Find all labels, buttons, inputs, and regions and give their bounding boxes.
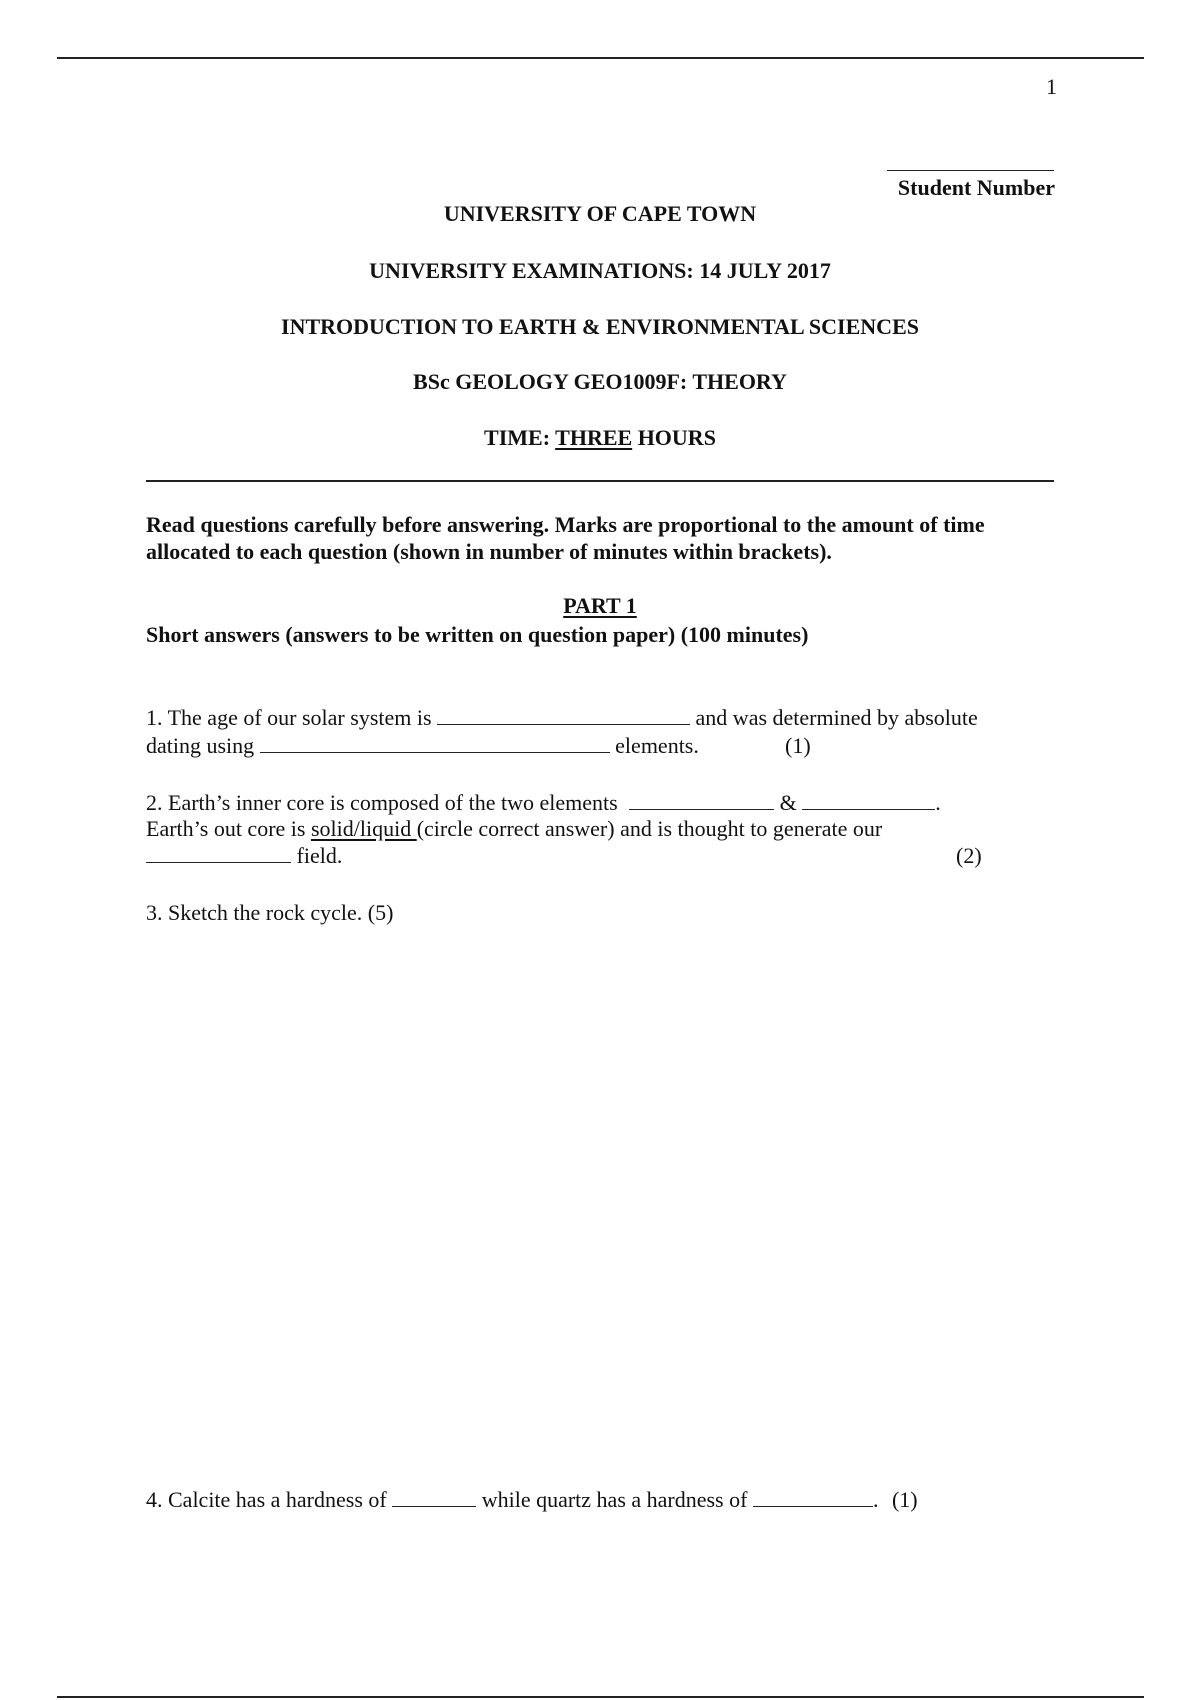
top-rule (57, 57, 1144, 59)
question-2-period: . (935, 790, 941, 815)
question-4-text-b: while quartz has a hardness of (481, 1487, 748, 1512)
question-2-line-1 (146, 790, 941, 816)
question-2-marks: (2) (956, 843, 982, 868)
q4-quartz-blank[interactable] (753, 1488, 873, 1507)
q2-element-2-blank[interactable] (802, 791, 935, 810)
part-label-text: PART 1 (563, 593, 637, 618)
time-emphasis: THREE (555, 425, 633, 450)
exam-time (146, 425, 1054, 451)
part-subtitle: Short answers (answers to be written on question paper) (100 minutes) (146, 622, 809, 647)
solid-liquid-choice[interactable]: solid/liquid (310, 816, 417, 841)
question-2-text-b: Earth’s out core is (146, 816, 311, 841)
question-4-period: . (872, 1487, 879, 1512)
question-1-text-c: dating using (146, 733, 255, 758)
q1-age-blank[interactable] (437, 706, 690, 725)
question-4-marks: (1) (891, 1487, 918, 1512)
student-number-blank (887, 170, 1054, 171)
q2-element-1-blank[interactable] (629, 791, 774, 810)
time-prefix: TIME: (484, 425, 556, 450)
instructions: Read questions carefully before answering. Marks are proportional to the amount of time allocated to each question (shown in number of minutes within brackets). (146, 512, 985, 564)
question-2-line-3 (146, 843, 342, 869)
university-title: UNIVERSITY OF CAPE TOWN (443, 201, 757, 226)
q1-elements-blank[interactable] (260, 734, 610, 753)
question-1-text-d: elements. (615, 733, 699, 758)
sketch-answer-area[interactable] (146, 940, 1054, 1470)
bottom-rule (57, 1696, 1144, 1698)
student-number-label: Student Number (897, 175, 1055, 200)
part-label (146, 593, 1054, 619)
question-2-text-a: 2. Earth’s inner core is composed of the two elements (146, 790, 618, 815)
question-1-line-1 (146, 705, 978, 731)
question-1-marks: (1) (785, 733, 811, 758)
exam-title: UNIVERSITY EXAMINATIONS: 14 JULY 2017 (369, 258, 831, 283)
header-divider (146, 480, 1054, 482)
question-2-text-c: (circle correct answer) and is thought to generate our (416, 816, 883, 841)
question-3: 3. Sketch the rock cycle. (5) (146, 900, 394, 925)
question-1-text-a: 1. The age of our solar system is (146, 705, 432, 730)
page-number: 1 (1046, 74, 1057, 99)
question-1-text-b: and was determined by absolute (695, 705, 978, 730)
question-2-ampersand: & (779, 790, 797, 815)
question-2-line-2 (146, 816, 882, 842)
question-4 (146, 1487, 918, 1513)
time-suffix: HOURS (632, 425, 716, 450)
program-title: BSc GEOLOGY GEO1009F: THEORY (413, 369, 787, 394)
question-4-text-a: 4. Calcite has a hardness of (146, 1487, 387, 1512)
question-1-line-2 (146, 733, 699, 759)
q4-calcite-blank[interactable] (392, 1488, 476, 1507)
q2-field-blank[interactable] (146, 844, 291, 863)
course-title: INTRODUCTION TO EARTH & ENVIRONMENTAL SCIENCES (281, 314, 919, 339)
question-2-text-d: field. (296, 843, 343, 868)
